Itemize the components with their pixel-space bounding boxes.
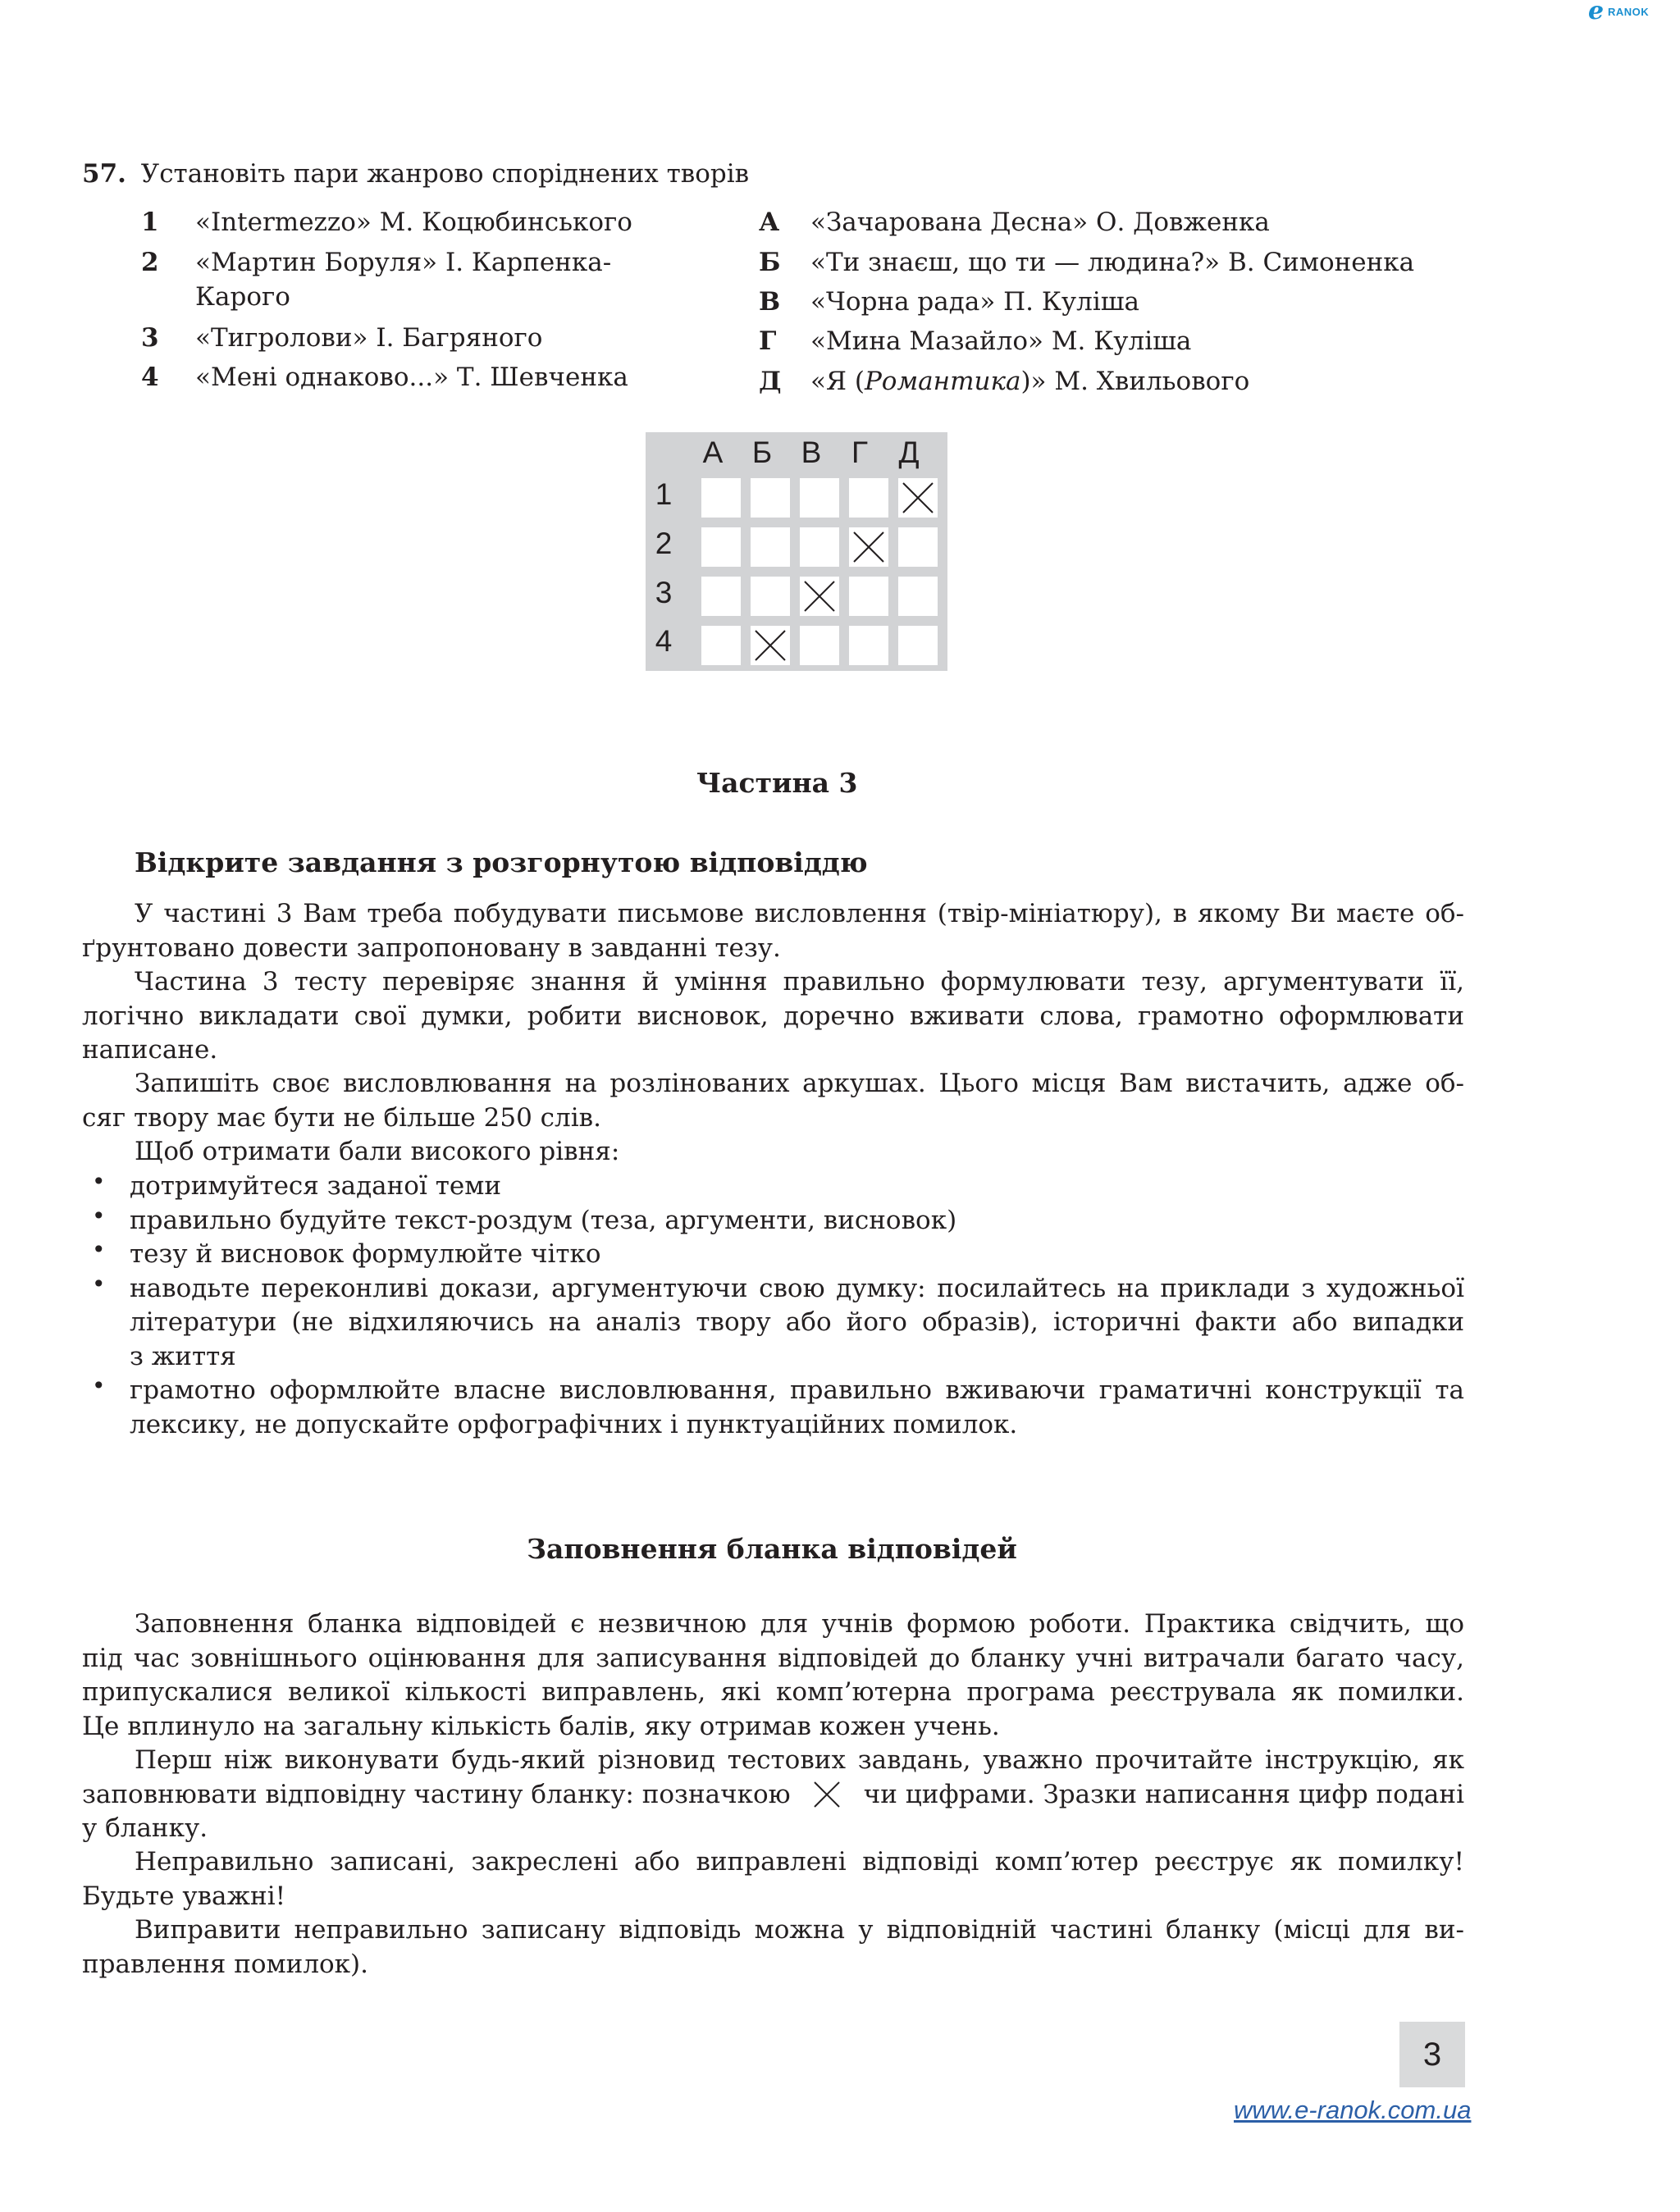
text-line: правлення помилок). xyxy=(82,1949,368,1979)
grid-row-header: 4 xyxy=(655,624,673,658)
right-item-text: «Ти знаєш, що ти — людина?» В. Симоненка xyxy=(810,248,1415,277)
answer-cell[interactable] xyxy=(849,527,888,567)
text-line: у бланку. xyxy=(82,1813,208,1843)
text-line: під час зовнішнього оцінювання для записування відповідей до бланку учні витрачали багато часу, xyxy=(82,1643,1464,1673)
logo-text: RANOK xyxy=(1608,6,1650,18)
answer-sheet-title: Заповнення бланка відповідей xyxy=(527,1533,1017,1565)
answer-cell[interactable] xyxy=(701,478,741,518)
bullet-item xyxy=(82,1170,1464,1204)
answer-sheet-paragraph-4 xyxy=(82,1913,1464,1982)
question-prompt: Установіть пари жанрово споріднених творів xyxy=(140,159,750,189)
answer-cell[interactable] xyxy=(751,577,790,616)
text-line: дотримуйтеся заданої теми xyxy=(130,1171,502,1201)
answer-cell[interactable] xyxy=(701,577,741,616)
text-line: Частина 3 тесту перевіряє знання й уміння правильно формулювати тезу, аргументувати її, xyxy=(135,967,1464,997)
text-line: сяг твору має бути не більше 250 слів. xyxy=(82,1102,601,1133)
text-line: Це вплинуло на загальну кількість балів, яку отримав кожен учень. xyxy=(82,1711,1000,1741)
text-line: грамотно оформлюйте власне висловлювання, правильно вживаючи граматичні конструкції та xyxy=(130,1375,1464,1405)
requirements-list xyxy=(82,1170,1464,1442)
text-line: логічно викладати свої думки, робити висновок, доречно вживати слова, грамотно оформлювати xyxy=(82,1001,1464,1031)
answer-cell[interactable] xyxy=(898,626,938,665)
text-line: припускалися великої кількості виправлень, які комп’ютерна програма реєструвала як помилки. xyxy=(82,1677,1464,1707)
left-item-text: «Тигролови» І. Багряного xyxy=(195,323,543,353)
left-item-number: 1 xyxy=(141,208,159,237)
grid-row-header: 2 xyxy=(655,527,673,560)
text-line: з життя xyxy=(130,1341,236,1371)
part3-paragraph-4: Щоб отримати бали високого рівня: xyxy=(135,1137,620,1166)
right-item-text-pre: «Я ( xyxy=(810,367,865,396)
text-line: Неправильно записані, закреслені або виправлені відповіді комп’ютер реєструє як помилку! xyxy=(135,1847,1464,1877)
text-fragment: заповнювати відповідну частину бланку: позначкою xyxy=(82,1779,791,1809)
right-item-text-post: )» М. Хвильового xyxy=(1020,367,1250,396)
text-fragment: чи цифрами. Зразки написання цифр подані xyxy=(863,1779,1464,1809)
grid-column-header: Б xyxy=(751,436,773,469)
right-item-letter: Б xyxy=(759,248,781,277)
answer-cell[interactable] xyxy=(800,626,839,665)
website-link[interactable]: www.e-ranok.com.ua xyxy=(1234,2096,1472,2124)
text-line: Перш ніж виконувати будь-який різновид тестових завдань, уважно прочитайте інструкцію, як xyxy=(135,1745,1464,1775)
text-line xyxy=(82,1778,1464,1813)
answer-grid xyxy=(646,432,947,671)
part3-paragraph-3 xyxy=(82,1067,1464,1135)
answer-cell[interactable] xyxy=(701,626,741,665)
bullet-icon: • xyxy=(92,1270,106,1298)
right-item-text: «Чорна рада» П. Куліша xyxy=(810,287,1140,317)
text-line: Будьте уважні! xyxy=(82,1881,286,1911)
right-item-text: «Зачарована Десна» О. Довженка xyxy=(810,208,1270,237)
page-number: 3 xyxy=(1422,2036,1442,2073)
text-line: наводьте переконливі докази, аргументуючи свою думку: посилайтесь на приклади з художньої xyxy=(130,1273,1464,1303)
bullet-item xyxy=(82,1204,1464,1238)
text-line: тезу й висновок формулюйте чітко xyxy=(130,1239,601,1269)
answer-cell[interactable] xyxy=(800,478,839,518)
answer-cell[interactable] xyxy=(701,527,741,567)
answer-cell[interactable] xyxy=(849,626,888,665)
grid-column-header: Д xyxy=(898,436,920,469)
right-item-text: «Мина Мазайло» М. Куліша xyxy=(810,326,1192,356)
answer-cell[interactable] xyxy=(800,527,839,567)
part3-paragraph-2 xyxy=(82,965,1464,1068)
page-number-box xyxy=(1399,2022,1465,2087)
left-item-number: 3 xyxy=(141,323,159,353)
text-line: Заповнення бланка відповідей є незвичною для учнів формою роботи. Практика свідчить, що xyxy=(135,1609,1464,1639)
cross-mark-icon xyxy=(754,629,787,662)
bullet-item xyxy=(82,1272,1464,1375)
answer-sheet-paragraph-2 xyxy=(82,1744,1464,1846)
text-line: Запишіть своє висловлювання на розлінованих аркушах. Цього місця Вам вистачить, адже об- xyxy=(135,1069,1464,1098)
grid-column-header: А xyxy=(702,436,724,469)
bullet-icon: • xyxy=(92,1202,106,1229)
text-line: написане. xyxy=(82,1035,218,1065)
question-number: 57. xyxy=(82,159,126,189)
part3-subtitle: Відкрите завдання з розгорнутою відповіддю xyxy=(135,846,868,878)
left-item-number: 2 xyxy=(141,248,159,277)
right-item-letter: Д xyxy=(759,367,782,396)
cross-mark-icon xyxy=(813,1781,841,1808)
right-item-letter: Г xyxy=(759,326,777,356)
text-line: лексику, не допускайте орфографічних і пунктуаційних помилок. xyxy=(130,1409,1018,1439)
answer-cell[interactable] xyxy=(751,527,790,567)
answer-cell[interactable] xyxy=(849,577,888,616)
bullet-icon: • xyxy=(92,1236,106,1263)
cross-mark-icon xyxy=(902,481,934,514)
bullet-icon: • xyxy=(92,1168,106,1195)
left-item-number: 4 xyxy=(141,363,159,392)
cross-mark-icon xyxy=(803,580,836,613)
part3-title: Частина 3 xyxy=(696,767,858,799)
answer-sheet-paragraph-1 xyxy=(82,1608,1464,1744)
right-item-letter: А xyxy=(759,208,780,237)
left-item-text: «Мені однаково...» Т. Шевченка xyxy=(195,363,628,392)
grid-row-header: 3 xyxy=(655,576,673,609)
answer-sheet-paragraph-3 xyxy=(82,1845,1464,1913)
answer-cell[interactable] xyxy=(898,527,938,567)
bullet-item xyxy=(82,1238,1464,1272)
cross-mark-icon xyxy=(852,531,885,563)
answer-cell[interactable] xyxy=(898,577,938,616)
text-line: літератури (не відхиляючись на аналіз твору або його образів), історичні факти або випадки xyxy=(130,1307,1464,1337)
right-item-letter: В xyxy=(759,287,781,317)
bullet-icon: • xyxy=(92,1372,106,1399)
answer-cell[interactable] xyxy=(800,577,839,616)
grid-column-header: Г xyxy=(851,436,869,469)
left-item-text-cont: Карого xyxy=(195,282,290,312)
text-line: У частині 3 Вам треба побудувати письмове висловлення (твір-мініатюру), в якому Ви маєте об- xyxy=(135,899,1464,928)
answer-cell[interactable] xyxy=(898,478,938,518)
text-line: ґрунтовано довести запропоновану в завданні тезу. xyxy=(82,933,781,963)
logo-letter: e xyxy=(1588,0,1605,25)
text-line: Виправити неправильно записану відповідь можна у відповідній частині бланку (місці для ви- xyxy=(135,1915,1464,1945)
bullet-item xyxy=(82,1374,1464,1442)
right-item-text-italic: Романтика xyxy=(864,367,1021,396)
part3-paragraph-1 xyxy=(82,897,1464,965)
left-item-text: «Мартин Боруля» І. Карпенка- xyxy=(195,248,612,277)
answer-cell[interactable] xyxy=(751,478,790,518)
answer-cell[interactable] xyxy=(751,626,790,665)
answer-cell[interactable] xyxy=(849,478,888,518)
grid-row-header: 1 xyxy=(655,477,673,511)
text-line: правильно будуйте текст-роздум (теза, аргументи, висновок) xyxy=(130,1205,957,1235)
publisher-logo xyxy=(1588,0,1680,25)
left-item-text: «Intermezzo» М. Коцюбинського xyxy=(195,208,632,237)
right-item-text xyxy=(810,365,1249,398)
question-header xyxy=(82,157,749,190)
grid-column-header: В xyxy=(801,436,822,469)
